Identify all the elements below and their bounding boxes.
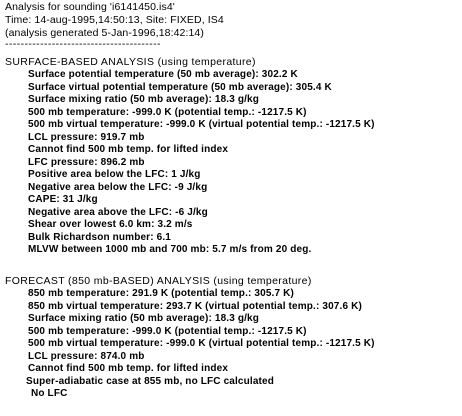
header-divider: ---------------------------------------- — [5, 40, 161, 49]
surface-mixing-ratio: Surface mixing ratio (50 mb average): 18.3 g/kg — [28, 94, 260, 105]
surface-mlvw: MLVW between 1000 mb and 700 mb: 5.7 m/s from 20 deg. — [28, 244, 312, 255]
surface-cape: CAPE: 31 J/kg — [28, 194, 98, 205]
surface-500mb-temperature: 500 mb temperature: -999.0 K (potential temp.: -1217.5 K) — [28, 106, 307, 118]
forecast-surface-mixing-ratio: Surface mixing ratio (50 mb average): 18.3 g/kg — [28, 313, 260, 324]
forecast-no-lfc-message: No LFC — [31, 388, 68, 399]
surface-virtual-potential-temperature: Surface virtual potential temperature (50 mb average): 305.4 K — [28, 81, 332, 93]
surface-bulk-richardson-number: Bulk Richardson number: 6.1 — [28, 231, 171, 243]
surface-lfc-pressure: LFC pressure: 896.2 mb — [28, 156, 145, 168]
surface-positive-area-below-lfc: Positive area below the LFC: 1 J/kg — [28, 169, 201, 180]
surface-negative-area-below-lfc: Negative area below the LFC: -9 J/kg — [28, 181, 208, 193]
surface-500mb-virtual-temperature: 500 mb virtual temperature: -999.0 K (virtual potential temp.: -1217.5 K) — [28, 119, 375, 130]
analysis-header — [5, 1, 460, 49]
surface-negative-area-above-lfc: Negative area above the LFC: -6 J/kg — [28, 206, 208, 218]
forecast-analysis-section — [5, 275, 460, 401]
surface-based-analysis-section — [5, 56, 460, 257]
surface-section-title: SURFACE-BASED ANALYSIS (using temperature) — [5, 56, 256, 68]
surface-lifted-index-message: Cannot find 500 mb temp. for lifted index — [28, 144, 229, 155]
sounding-time-site: Time: 14-aug-1995,14:50:13, Site: FIXED, IS4 — [5, 14, 224, 26]
surface-shear: Shear over lowest 6.0 km: 3.2 m/s — [28, 219, 193, 230]
surface-lcl-pressure: LCL pressure: 919.7 mb — [28, 131, 145, 143]
forecast-lifted-index-message: Cannot find 500 mb temp. for lifted index — [28, 363, 229, 374]
surface-potential-temperature: Surface potential temperature (50 mb average): 302.2 K — [28, 69, 298, 80]
forecast-850mb-temperature: 850 mb temperature: 291.9 K (potential temp.: 305.7 K) — [28, 288, 294, 299]
forecast-super-adiabatic-message: Super-adiabatic case at 855 mb, no LFC calculated — [26, 375, 274, 387]
forecast-850mb-virtual-temperature: 850 mb virtual temperature: 293.7 K (virtual potential temp.: 307.6 K) — [28, 300, 362, 312]
forecast-section-title: FORECAST (850 mb-BASED) ANALYSIS (using temperature) — [5, 275, 312, 287]
forecast-lcl-pressure: LCL pressure: 874.0 mb — [28, 350, 145, 362]
sounding-title: Analysis for sounding 'i6141450.is4' — [5, 1, 175, 13]
analysis-generated-date: (analysis generated 5-Jan-1996,18:42:14) — [5, 27, 204, 39]
forecast-500mb-virtual-temperature: 500 mb virtual temperature: -999.0 K (virtual potential temp.: -1217.5 K) — [28, 338, 375, 349]
forecast-500mb-temperature: 500 mb temperature: -999.0 K (potential temp.: -1217.5 K) — [28, 325, 307, 337]
